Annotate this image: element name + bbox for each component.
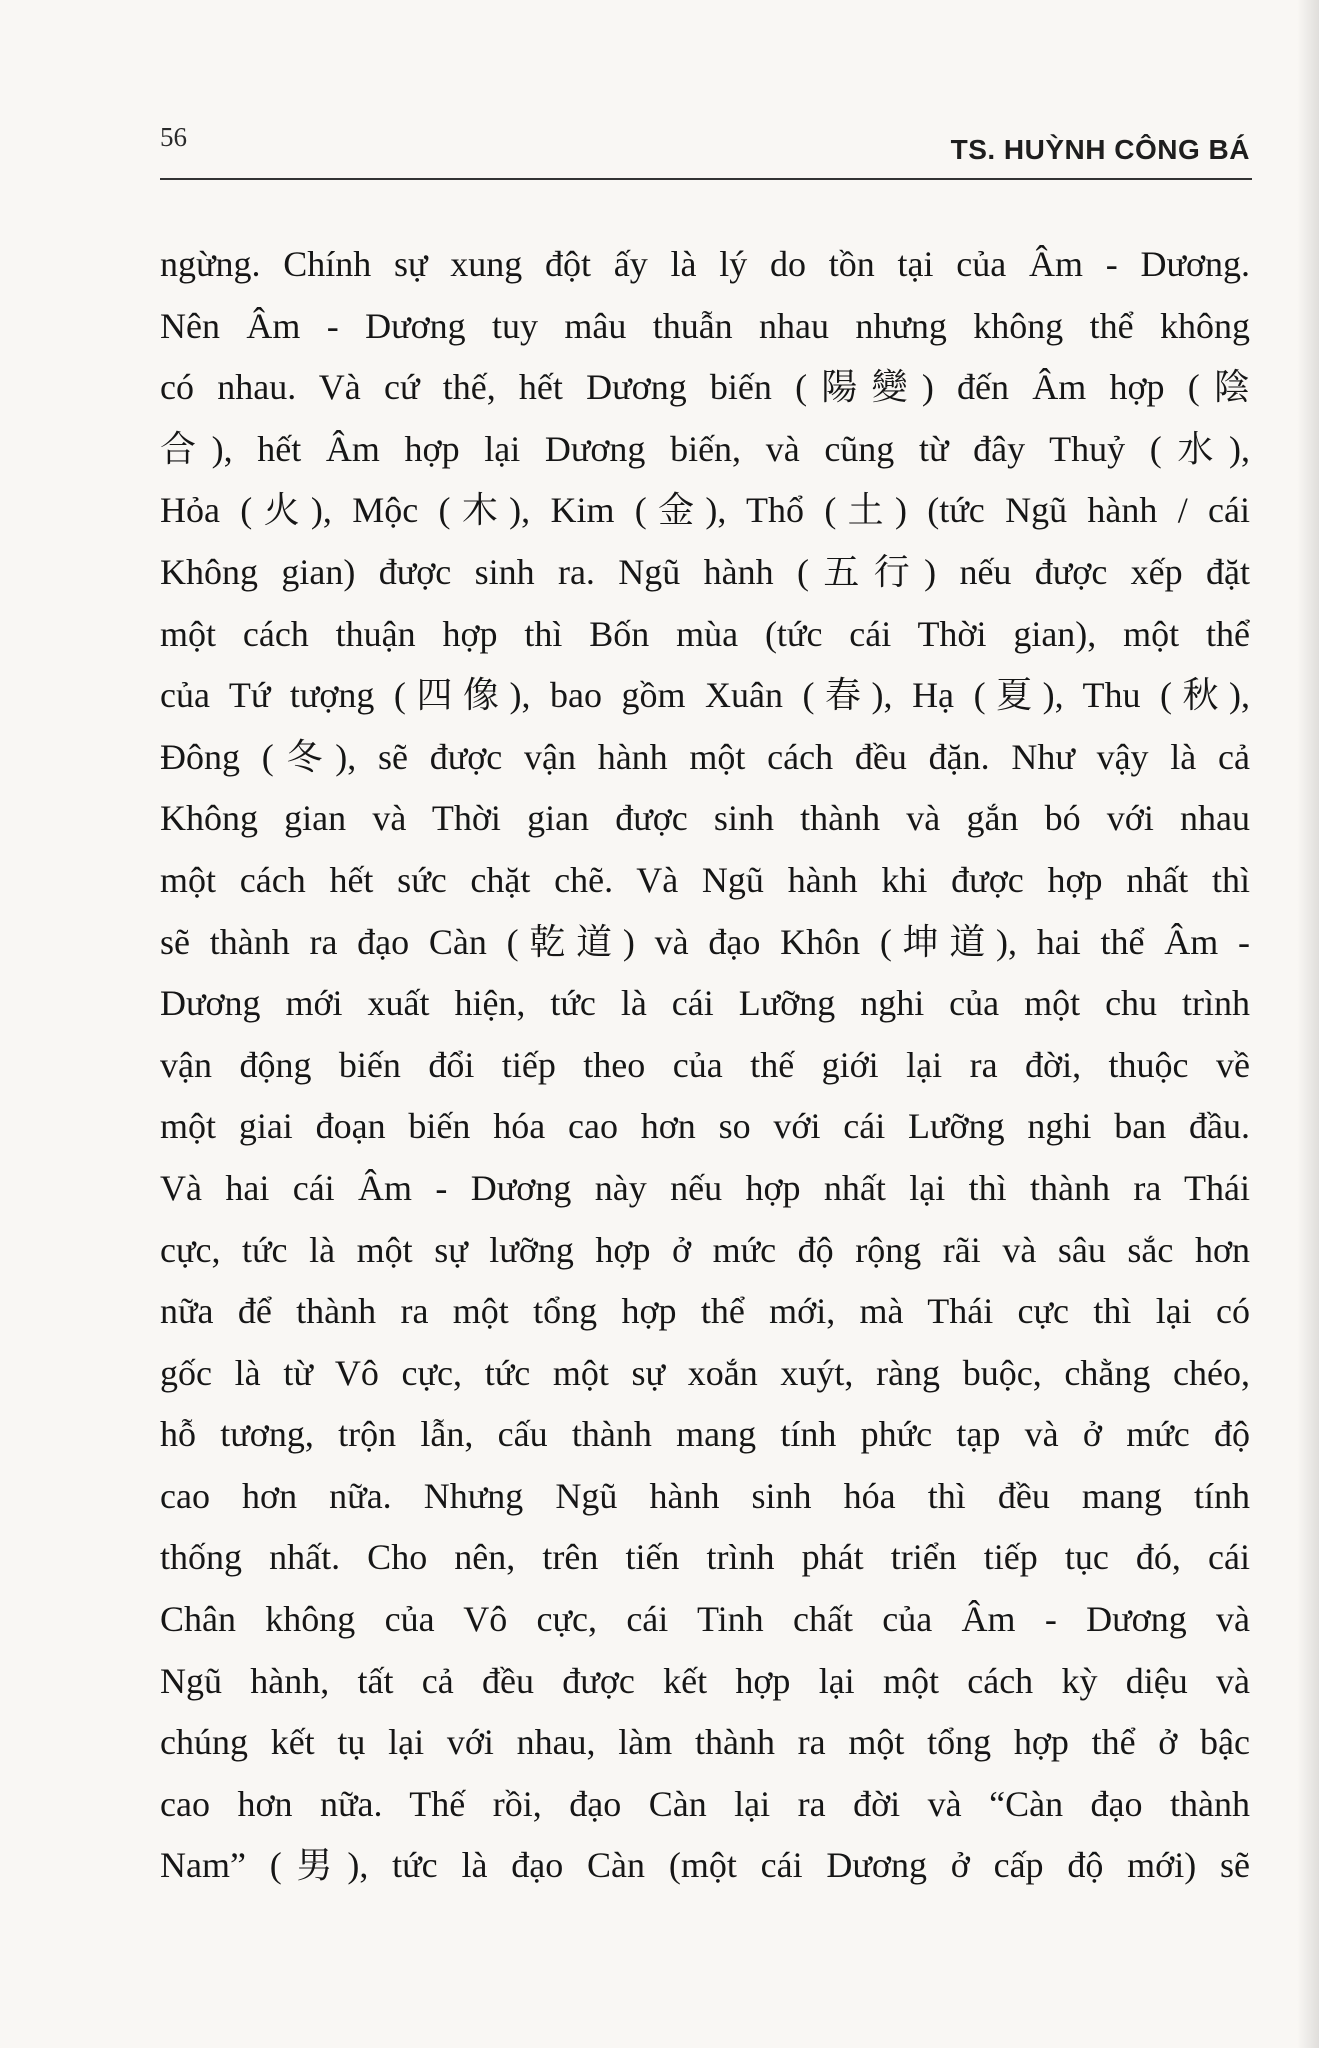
text-line: của Tứ tượng (四像), bao gồm Xuân (春), Hạ (夏), Thu (秋),: [160, 675, 1250, 716]
text-line: Chân không của Vô cực, cái Tinh chất của Âm - Dương và: [160, 1599, 1250, 1640]
text-line: một cách thuận hợp thì Bốn mùa (tức cái Thời gian), một thể: [160, 613, 1250, 654]
text-line: cao hơn nữa. Nhưng Ngũ hành sinh hóa thì đều mang tính: [160, 1475, 1250, 1516]
text-line: chúng kết tụ lại với nhau, làm thành ra một tổng hợp thể ở bậc: [160, 1722, 1250, 1763]
text-line: Hỏa (火), Mộc (木), Kim (金), Thổ (土) (tức Ngũ hành / cái: [160, 490, 1250, 531]
text-line: một cách hết sức chặt chẽ. Và Ngũ hành khi được hợp nhất thì: [160, 859, 1250, 900]
text-line: có nhau. Và cứ thế, hết Dương biến (陽變) đến Âm hợp (陰: [160, 367, 1250, 408]
header-divider: [160, 178, 1252, 180]
text-line: nữa để thành ra một tổng hợp thể mới, mà Thái cực thì lại có: [160, 1291, 1250, 1332]
text-line: Nam” (男), tức là đạo Càn (một cái Dương ở cấp độ mới) sẽ: [160, 1845, 1250, 1886]
text-line: ngừng. Chính sự xung đột ấy là lý do tồn tại của Âm - Dương.: [160, 244, 1250, 284]
text-line: cao hơn nữa. Thế rồi, đạo Càn lại ra đời và “Càn đạo thành: [160, 1783, 1250, 1824]
text-line: hỗ tương, trộn lẫn, cấu thành mang tính phức tạp và ở mức độ: [160, 1414, 1250, 1455]
text-line: Và hai cái Âm - Dương này nếu hợp nhất lại thì thành ra Thái: [160, 1167, 1250, 1208]
body-paragraph: [160, 234, 1250, 1897]
text-line: gốc là từ Vô cực, tức một sự xoắn xuýt, ràng buộc, chằng chéo,: [160, 1352, 1250, 1393]
text-line: thống nhất. Cho nên, trên tiến trình phát triển tiếp tục đó, cái: [160, 1537, 1250, 1578]
text-line: cực, tức là một sự lưỡng hợp ở mức độ rộng rãi và sâu sắc hơn: [160, 1229, 1250, 1270]
page-header: [160, 118, 1250, 178]
page-number: 56: [160, 122, 187, 152]
text-line: Nên Âm - Dương tuy mâu thuẫn nhau nhưng không thể không: [160, 305, 1250, 346]
text-line: Ngũ hành, tất cả đều được kết hợp lại một cách kỳ diệu và: [160, 1660, 1250, 1701]
running-head-author: TS. HUỲNH CÔNG BÁ: [950, 134, 1250, 165]
text-line: 合), hết Âm hợp lại Dương biến, và cũng từ đây Thuỷ (水),: [160, 428, 1250, 469]
page-edge-shadow: [1297, 0, 1319, 2048]
text-line: một giai đoạn biến hóa cao hơn so với cái Lưỡng nghi ban đầu.: [160, 1106, 1250, 1147]
text-line: vận động biến đổi tiếp theo của thế giới lại ra đời, thuộc về: [160, 1044, 1250, 1085]
text-line: Không gian) được sinh ra. Ngũ hành (五行) nếu được xếp đặt: [160, 551, 1250, 592]
text-line: Dương mới xuất hiện, tức là cái Lưỡng nghi của một chu trình: [160, 983, 1250, 1024]
text-line: sẽ thành ra đạo Càn (乾道) và đạo Khôn (坤道), hai thể Âm -: [160, 921, 1250, 962]
text-line: Không gian và Thời gian được sinh thành và gắn bó với nhau: [160, 798, 1250, 839]
text-line: Đông (冬), sẽ được vận hành một cách đều đặn. Như vậy là cả: [160, 736, 1250, 777]
